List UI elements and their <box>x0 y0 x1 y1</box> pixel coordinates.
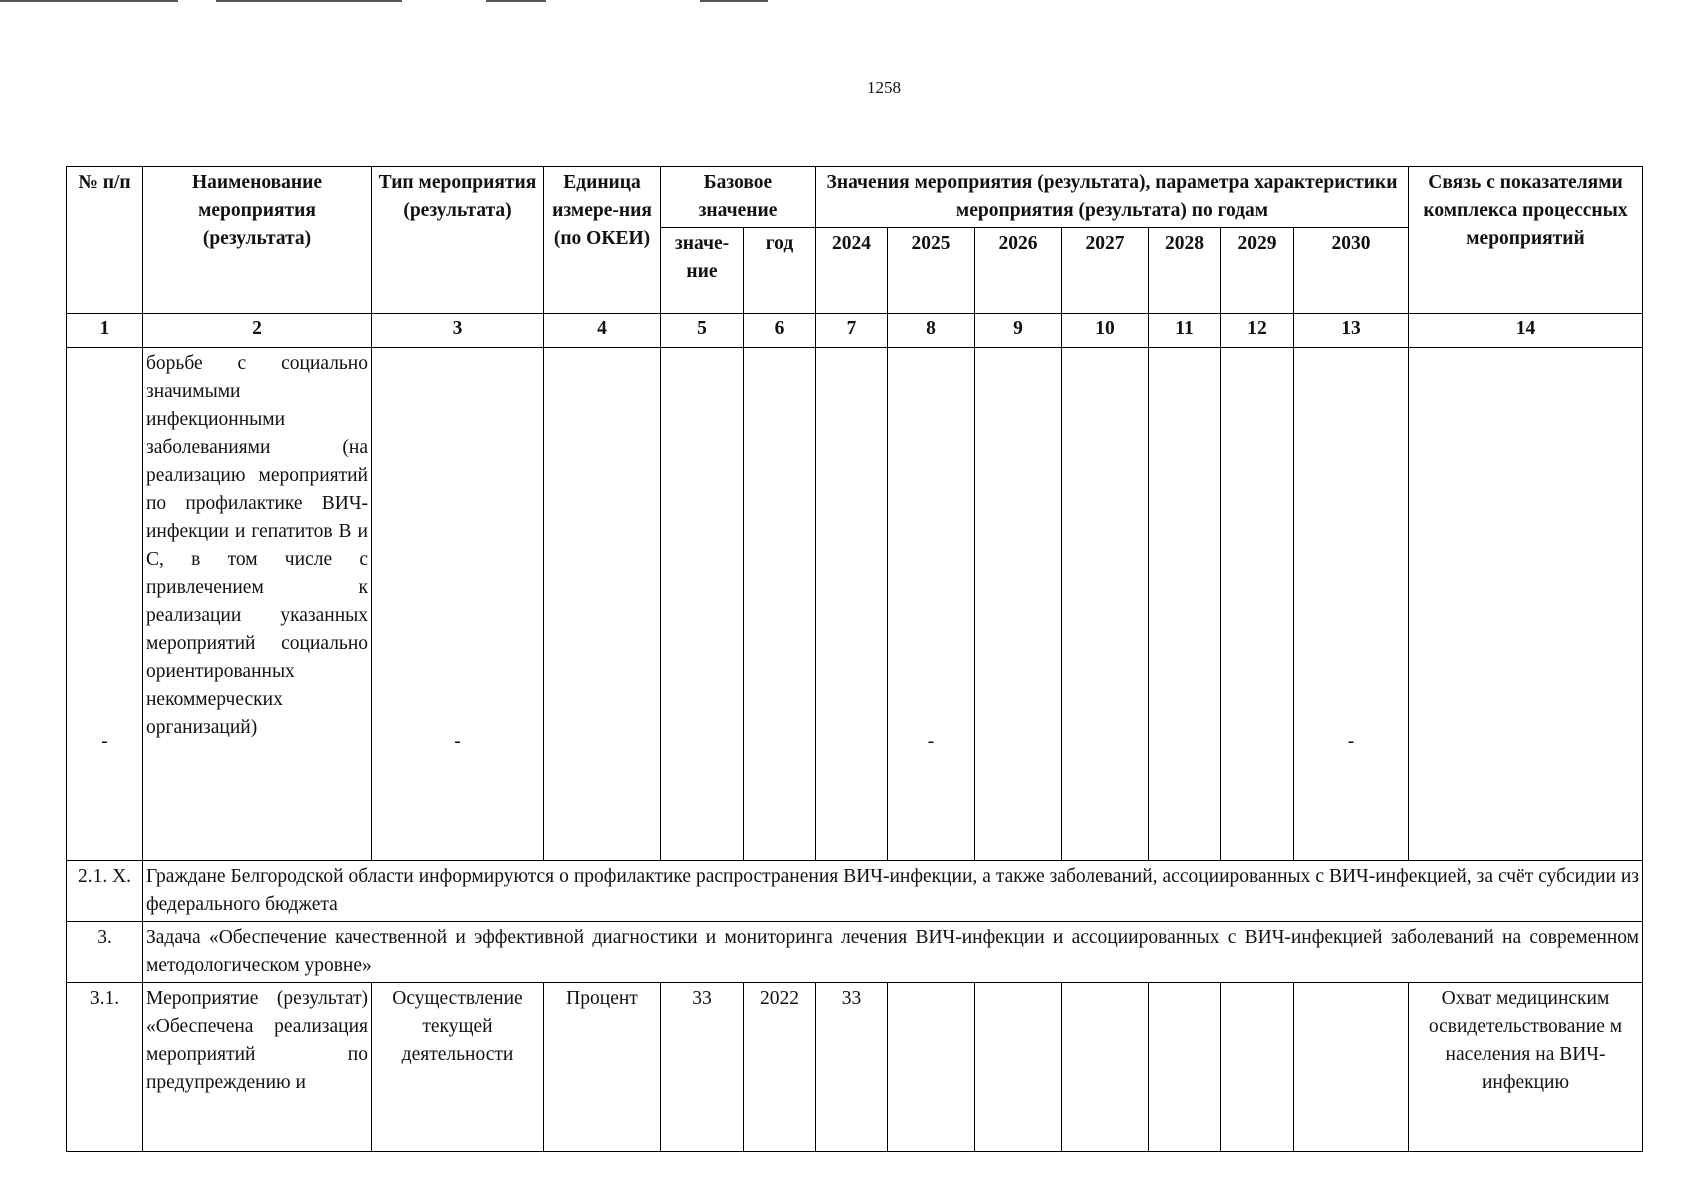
header-year: 2026 <box>975 228 1062 314</box>
empty-cell <box>1294 983 1409 1152</box>
header-name: Наименование мероприятия (результата) <box>143 167 372 314</box>
result-description: Граждане Белгородской области информируются о профилактике распространения ВИЧ-инфекции, а также заболеваний, ассоциированных с ВИЧ-инфекцией, за счёт субсидии из федерального бюджета <box>143 861 1643 922</box>
empty-cell <box>544 348 661 861</box>
year-2030-cell <box>1294 348 1409 861</box>
header-base: Базовое значение <box>661 167 816 228</box>
header-year: 2027 <box>1062 228 1149 314</box>
header-type: Тип мероприятия (результата) <box>372 167 544 314</box>
dash-mark: - <box>1347 731 1355 752</box>
empty-cell <box>1149 983 1221 1152</box>
scan-edge-line <box>0 0 178 2</box>
column-number: 6 <box>744 314 816 348</box>
base-value-cell: 33 <box>661 983 744 1152</box>
empty-cell <box>1149 348 1221 861</box>
column-number: 13 <box>1294 314 1409 348</box>
header-row-1 <box>67 167 1643 228</box>
column-number: 1 <box>67 314 143 348</box>
empty-cell <box>816 348 888 861</box>
header-num: № п/п <box>67 167 143 314</box>
column-number: 8 <box>888 314 975 348</box>
column-number-row <box>67 314 1643 348</box>
row-num-cell: 3.1. <box>67 983 143 1152</box>
empty-cell <box>1062 348 1149 861</box>
table-row <box>67 922 1643 983</box>
empty-cell <box>1062 983 1149 1152</box>
page-number: 1258 <box>867 78 901 97</box>
row-unit-cell: Процент <box>544 983 661 1152</box>
dash-mark: - <box>101 731 108 752</box>
column-number: 5 <box>661 314 744 348</box>
header-year: 2030 <box>1294 228 1409 314</box>
row-num-cell: 2.1. X. <box>67 861 143 922</box>
table-row <box>67 861 1643 922</box>
header-values: Значения мероприятия (результата), параметра характеристики мероприятия (результата) по годам <box>816 167 1409 228</box>
empty-cell <box>1409 348 1643 861</box>
header-year: 2028 <box>1149 228 1221 314</box>
row-type-cell <box>372 348 544 861</box>
row-type-cell: Осуществление текущей деятельности <box>372 983 544 1152</box>
header-year: 2025 <box>888 228 975 314</box>
column-number: 11 <box>1149 314 1221 348</box>
column-number: 10 <box>1062 314 1149 348</box>
column-number: 3 <box>372 314 544 348</box>
column-number: 4 <box>544 314 661 348</box>
row-link-cell: Охват медицинским освидетельствование м населения на ВИЧ-инфекцию <box>1409 983 1643 1152</box>
empty-cell <box>744 348 816 861</box>
row-name-cell: Мероприятие (результат) «Обеспечена реализация мероприятий по предупреждению и <box>143 983 372 1152</box>
empty-cell <box>1221 983 1294 1152</box>
task-description: Задача «Обеспечение качественной и эффективной диагностики и мониторинга лечения ВИЧ-инфекции и ассоциированных с ВИЧ-инфекцией заболеваний на современном методологическом уровне» <box>143 922 1643 983</box>
header-base-value: значе-ние <box>661 228 744 314</box>
table-row <box>67 983 1643 1152</box>
column-number: 7 <box>816 314 888 348</box>
row-name-cell: борьбе с социально значимыми инфекционными заболеваниями (на реализацию мероприятий по профилактике ВИЧ-инфекции и гепатитов В и С, в том числе с привлечением к реализации указанных мероприятий социально ориентированных некоммерческих организаций) <box>143 348 372 861</box>
row-num-cell <box>67 348 143 861</box>
header-year: 2029 <box>1221 228 1294 314</box>
empty-cell <box>1221 348 1294 861</box>
empty-cell <box>975 348 1062 861</box>
header-base-year: год <box>744 228 816 314</box>
empty-cell <box>975 983 1062 1152</box>
scan-edge-line <box>700 0 768 2</box>
scan-edge-line <box>216 0 402 2</box>
header-year: 2024 <box>816 228 888 314</box>
measures-table <box>66 166 1643 1152</box>
header-link: Связь с показателями комплекса процессных мероприятий <box>1409 167 1643 314</box>
year-2024-cell: 33 <box>816 983 888 1152</box>
column-number: 12 <box>1221 314 1294 348</box>
scan-edge-line <box>486 0 546 2</box>
dash-mark: - <box>927 731 935 752</box>
column-number: 14 <box>1409 314 1643 348</box>
year-2025-cell <box>888 348 975 861</box>
header-unit: Единица измере-ния (по ОКЕИ) <box>544 167 661 314</box>
table-row <box>67 348 1643 861</box>
empty-cell <box>888 983 975 1152</box>
dash-mark: - <box>454 731 461 752</box>
empty-cell <box>661 348 744 861</box>
base-year-cell: 2022 <box>744 983 816 1152</box>
row-num-cell: 3. <box>67 922 143 983</box>
column-number: 9 <box>975 314 1062 348</box>
column-number: 2 <box>143 314 372 348</box>
